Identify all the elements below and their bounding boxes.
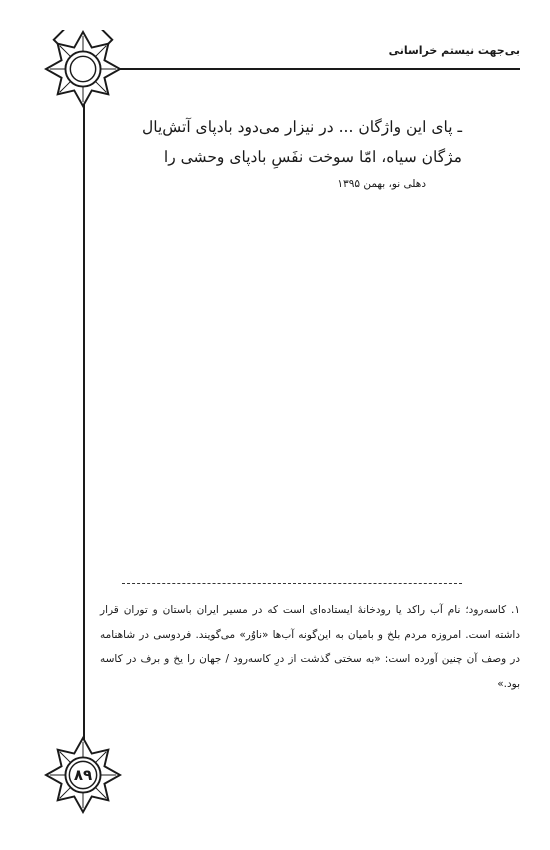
poem-block xyxy=(132,112,462,172)
poem-line: مژگان سیاه، امّا سوخت نفَسِ بادپای وحشی را xyxy=(163,148,462,166)
place-date-signoff: دهلی نو، بهمن ۱۳۹۵ xyxy=(337,178,426,190)
margin-vertical-rule xyxy=(83,60,85,780)
rosette-ornament-icon xyxy=(44,30,122,108)
running-header-title: بی‌جهت نیستم خراسانی xyxy=(388,44,520,57)
footnote-separator xyxy=(122,583,462,584)
poem-line: ـ پای این واژگان ... در نیزار می‌دود بادپای آتش‌یال xyxy=(141,118,462,136)
header-rule xyxy=(108,68,520,70)
footnote-text: ۱. کاسه‌رود؛ نام آب راکد یا رودخانهٔ ایستاده‌ای است که در مسیر ایران باستان و توران قرار داشته است. امروزه مردم بلخ و بامیان به این‌گونه آب‌ها «ناوُر» می‌گویند. فردوسی در شاهنامه در وصف آن چنین آورده است: «به سختی گذشت از درِ کاسه‌رود / جهان را یخ و برف در کاسه بود.» xyxy=(100,604,520,690)
page-number: ۸۹ xyxy=(73,766,93,784)
